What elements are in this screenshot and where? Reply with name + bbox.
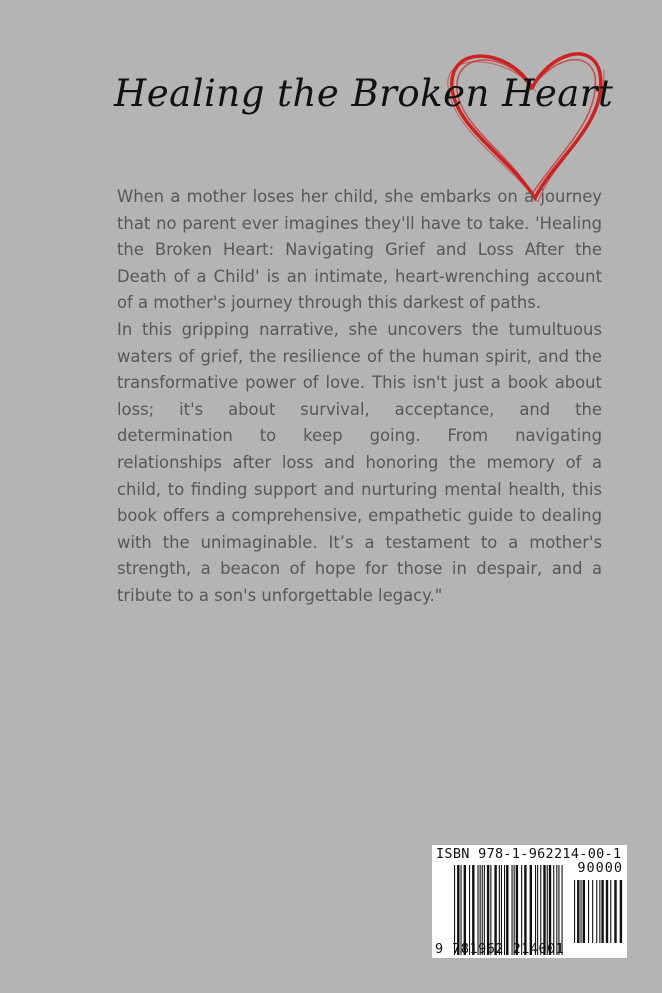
barcode-bar — [601, 880, 603, 943]
barcode-bar — [596, 880, 597, 943]
barcode-bar — [614, 880, 616, 943]
isbn-barcode — [432, 845, 627, 958]
blurb-paragraph: In this gripping narrative, she uncovers the tumultuous waters of grief, the resilience of the human spirit, and the transformative power of love. This isn't just a book about loss; it's about survival, acceptance, and the determination to keep going. From navigating relationships after loss and honoring the memory of a child, to finding support and nurturing mental health, this book offers a comprehensive, empathetic guide to dealing with the unimaginable. It’s a testament to a mother's strength, a beacon of hope for those in despair, and a tribute to a son's unforgettable legacy." — [117, 319, 602, 605]
ean-digits: 9 781962 214001 — [435, 941, 565, 957]
barcode-bar — [592, 880, 593, 943]
barcode-bar — [610, 880, 611, 943]
barcode-bar — [620, 880, 622, 943]
barcode-bar — [588, 880, 589, 943]
barcode-bar — [599, 880, 600, 943]
isbn-label: ISBN 978-1-962214-00-1 — [436, 846, 622, 862]
back-cover-blurb — [117, 184, 602, 610]
blurb-paragraph: When a mother loses her child, she embarks on a journey that no parent ever imagines they'll have to take. 'Healing the Broken Heart: Navigating Grief and Loss After the Death of a Child' is an intimate, heart-wrenching account of a mother's journey through this darkest of paths. — [117, 187, 602, 313]
barcode-bar — [606, 880, 608, 943]
barcode-bar — [583, 880, 585, 943]
barcode-bar — [577, 880, 579, 943]
book-title: Healing the Broken Heart — [114, 72, 614, 115]
barcode-bar — [574, 880, 575, 943]
barcode-bar — [581, 880, 582, 943]
price-code: 90000 — [577, 860, 623, 876]
